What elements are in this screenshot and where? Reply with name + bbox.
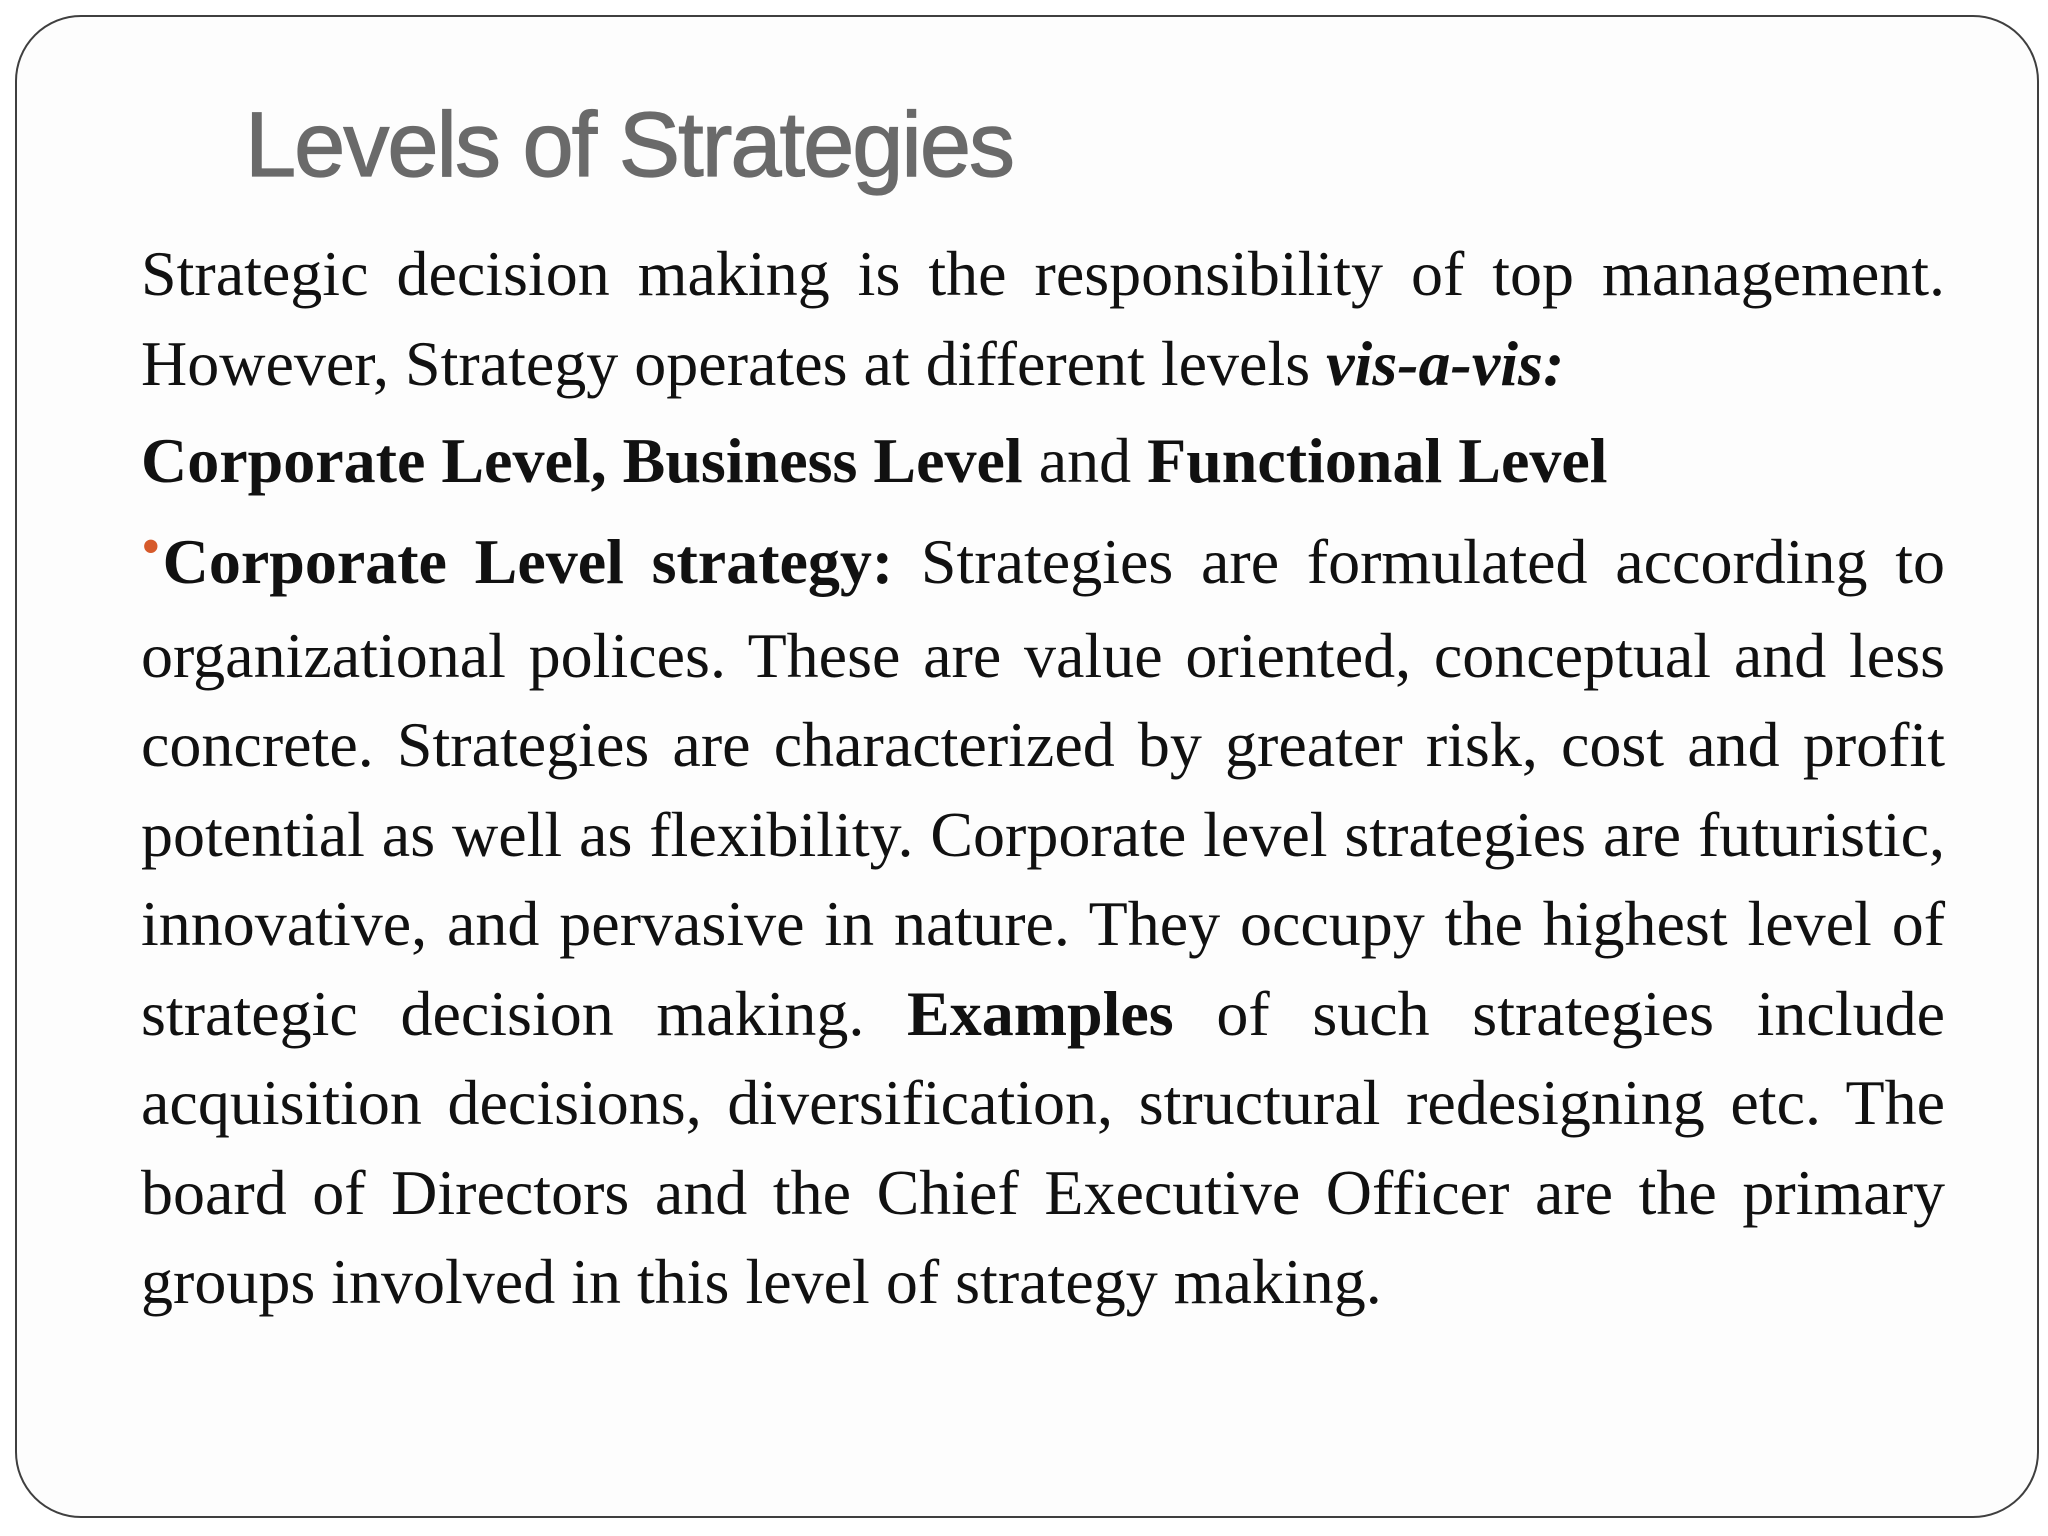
bullet-dot-icon: • — [141, 516, 161, 578]
slide-title: Levels of Strategies — [245, 94, 1014, 196]
intro-paragraph — [141, 229, 1945, 409]
corporate-bullet-paragraph — [141, 517, 1945, 1327]
levels-corporate-business: Corporate Level, Business Level — [141, 425, 1023, 496]
slide-body — [141, 229, 1945, 1327]
intro-text: Strategic decision making is the responsibility of top management. However, Strategy operates at different levels — [141, 238, 1945, 399]
examples-label: Examples — [907, 977, 1174, 1049]
slide-frame — [15, 15, 2039, 1518]
corporate-text-1: Strategies are formulated according to organizational polices. These are value oriented, conceptual and less concrete. Strategies are characterized by greater risk, cost and profit potential as well as flexibility. Corporate level strategies are futuristic, innovative, and pervasive in nature. They occupy the highest level of strategic decision making. — [141, 526, 1946, 1049]
corporate-text-2: of such strategies include acquisition decisions, diversification, structural redesigning etc. The board of Directors and the Chief Executive Officer are the primary groups involved in this level of strategy making. — [141, 977, 1945, 1317]
corporate-label: Corporate Level strategy: — [162, 526, 894, 597]
intro-emphasis: vis-a-vis: — [1326, 328, 1565, 399]
levels-connector: and — [1022, 425, 1148, 496]
levels-functional: Functional Level — [1147, 425, 1608, 496]
levels-line — [141, 421, 1945, 501]
